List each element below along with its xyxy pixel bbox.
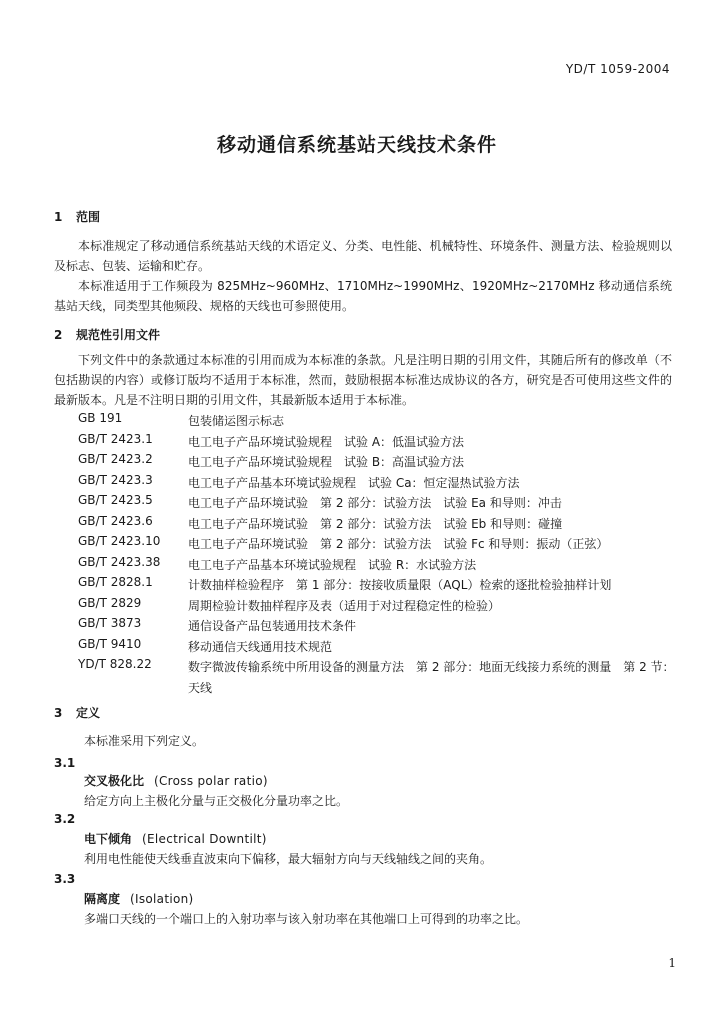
section-heading-scope bbox=[54, 208, 100, 225]
reference-item bbox=[78, 534, 678, 555]
reference-title: 计数抽样检验程序 第 1 部分：按接收质量限（AQL）检索的逐批检验抽样计划 bbox=[188, 578, 612, 592]
section-heading-definitions bbox=[54, 704, 100, 721]
reference-code: GB/T 2828.1 bbox=[78, 575, 153, 589]
scope-paragraph-1: 本标准规定了移动通信系统基站天线的术语定义、分类、电性能、机械特性、环境条件、测量方法、检验规则以及标志、包装、运输和贮存。 bbox=[54, 239, 672, 273]
page-number: 1 bbox=[668, 956, 676, 970]
reference-code: GB 191 bbox=[78, 411, 123, 425]
reference-code: GB/T 3873 bbox=[78, 616, 142, 630]
reference-code: GB/T 2423.38 bbox=[78, 554, 161, 569]
definitions-intro: 本标准采用下列定义。 bbox=[84, 734, 205, 748]
reference-item bbox=[78, 575, 678, 596]
reference-title: 电工电子产品环境试验 第 2 部分：试验方法 试验 Ea 和导则：冲击 bbox=[188, 496, 562, 510]
reference-title: 包装储运图示标志 bbox=[188, 414, 285, 428]
term-definition: 给定方向上主极化分量与正交极化分量功率之比。 bbox=[84, 794, 349, 808]
reference-code: GB/T 9410 bbox=[78, 636, 142, 651]
section-title: 范围 bbox=[76, 210, 101, 224]
section-number: 2 bbox=[54, 328, 63, 342]
term-entry bbox=[84, 772, 268, 789]
reference-item bbox=[78, 411, 678, 432]
document-code: YD/T 1059-2004 bbox=[565, 62, 670, 76]
reference-item bbox=[78, 555, 678, 576]
reference-title: 周期检验计数抽样程序及表（适用于对过程稳定性的检验） bbox=[188, 598, 501, 613]
reference-code: GB/T 2423.3 bbox=[78, 472, 153, 487]
reference-title: 移动通信天线通用技术规范 bbox=[188, 639, 333, 654]
reference-item bbox=[78, 514, 678, 535]
document-title: 移动通信系统基站天线技术条件 bbox=[216, 134, 497, 156]
section-heading-normative bbox=[54, 326, 160, 343]
term-definition: 多端口天线的一个端口上的入射功率与该入射功率在其他端口上可得到的功率之比。 bbox=[84, 912, 529, 926]
reference-item bbox=[78, 432, 678, 453]
reference-code: GB/T 2829 bbox=[78, 595, 142, 610]
term-english: (Electrical Downtilt) bbox=[142, 832, 267, 846]
section-number: 1 bbox=[54, 210, 63, 224]
reference-title: 电工电子产品环境试验规程 试验 A：低温试验方法 bbox=[188, 434, 465, 449]
reference-title: 数字微波传输系统中所用设备的测量方法 第 2 部分：地面无线接力系统的测量 第 2 节：天线 bbox=[188, 660, 675, 695]
scope-paragraph-2: 本标准适用于工作频段为 825MHz~960MHz、1710MHz~1990MHz、1920MHz~2170MHz 移动通信系统基站天线，同类型其他频段、规格的天线也可参照使用。 bbox=[54, 279, 672, 313]
reference-item bbox=[78, 493, 678, 514]
reference-item bbox=[78, 452, 678, 473]
normative-reference-list bbox=[78, 411, 678, 698]
reference-title: 通信设备产品包装通用技术条件 bbox=[188, 619, 357, 633]
clause-number: 3.2 bbox=[54, 812, 76, 826]
section-title: 规范性引用文件 bbox=[76, 328, 161, 342]
section-number: 3 bbox=[54, 706, 63, 720]
reference-code: GB/T 2423.5 bbox=[78, 493, 153, 507]
reference-code: GB/T 2423.2 bbox=[78, 452, 153, 466]
section-title: 定义 bbox=[76, 706, 101, 720]
reference-code: GB/T 2423.6 bbox=[78, 513, 153, 528]
term-chinese: 电下倾角 bbox=[84, 832, 133, 846]
term-chinese: 交叉极化比 bbox=[84, 774, 145, 788]
reference-item bbox=[78, 596, 678, 617]
term-definition: 利用电性能使天线垂直波束向下偏移，最大辐射方向与天线轴线之间的夹角。 bbox=[84, 852, 493, 866]
reference-title: 电工电子产品基本环境试验规程 试验 R：水试验方法 bbox=[188, 557, 477, 572]
clause-number: 3.3 bbox=[54, 872, 76, 886]
reference-code: YD/T 828.22 bbox=[78, 657, 152, 671]
reference-item bbox=[78, 657, 678, 698]
clause-number: 3.1 bbox=[54, 756, 76, 770]
reference-item bbox=[78, 616, 678, 637]
reference-code: GB/T 2423.10 bbox=[78, 534, 161, 548]
normative-intro-paragraph: 下列文件中的条款通过本标准的引用而成为本标准的条款。凡是注明日期的引用文件，其随后所有的修改单（不包括勘误的内容）或修订版均不适用于本标准，然而，鼓励根据本标准达成协议的各方，研究是否可使用这些文件的最新版本。凡是不注明日期的引用文件，其最新版本适用于本标准。 bbox=[54, 353, 672, 407]
term-english: (Isolation) bbox=[130, 892, 194, 906]
reference-title: 电工电子产品基本环境试验规程 试验 Ca：恒定湿热试验方法 bbox=[188, 475, 520, 490]
term-english: (Cross polar ratio) bbox=[154, 774, 268, 788]
term-entry bbox=[84, 830, 267, 847]
reference-title: 电工电子产品环境试验 第 2 部分：试验方法 试验 Fc 和导则：振动（正弦） bbox=[188, 537, 609, 551]
reference-code: GB/T 2423.1 bbox=[78, 431, 153, 446]
term-chinese: 隔离度 bbox=[84, 892, 121, 906]
reference-item bbox=[78, 473, 678, 494]
reference-title: 电工电子产品环境试验 第 2 部分：试验方法 试验 Eb 和导则：碰撞 bbox=[188, 516, 563, 531]
reference-item bbox=[78, 637, 678, 658]
reference-title: 电工电子产品环境试验规程 试验 B：高温试验方法 bbox=[188, 455, 465, 469]
term-entry bbox=[84, 890, 194, 907]
